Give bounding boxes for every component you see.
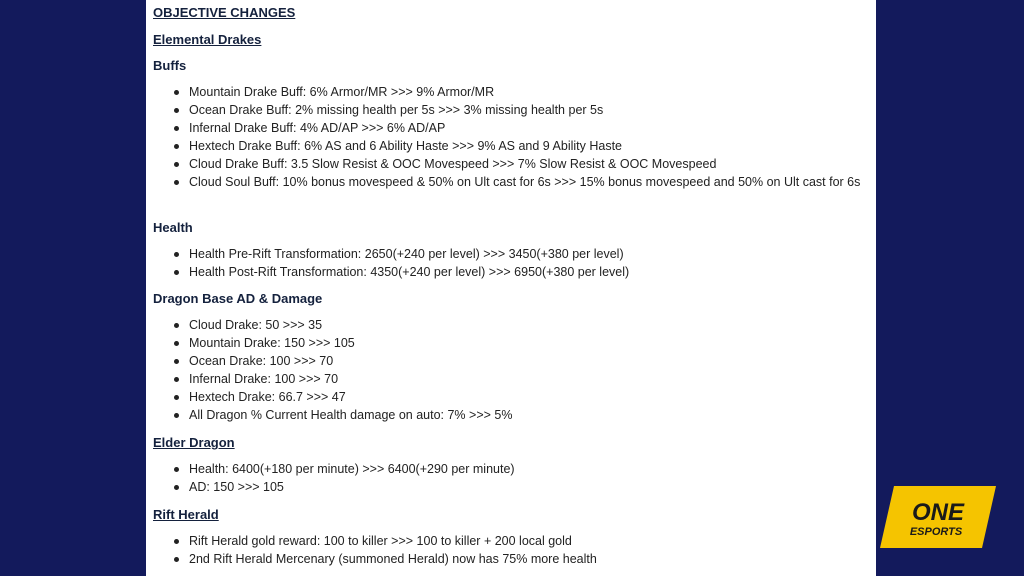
section-heading-elemental-drakes: Elemental Drakes xyxy=(153,32,262,47)
subheading-buffs: Buffs xyxy=(153,58,187,73)
list-item: Cloud Soul Buff: 10% bonus movespeed & 50% on Ult cast for 6s >>> 15% bonus movespeed and 50% on Ult cast for 6s xyxy=(146,173,860,191)
list-elemental-drake-buffs xyxy=(146,83,860,191)
one-esports-logo xyxy=(880,486,996,548)
section-heading-dragon-base-ad: Dragon Base AD & Damage xyxy=(153,291,323,306)
section-heading-health: Health xyxy=(153,220,193,235)
list-item: Health Pre-Rift Transformation: 2650(+240 per level) >>> 3450(+380 per level) xyxy=(146,245,629,263)
list-item: Hextech Drake Buff: 6% AS and 6 Ability Haste >>> 9% AS and 9 Ability Haste xyxy=(146,137,860,155)
list-item: Cloud Drake: 50 >>> 35 xyxy=(146,316,512,334)
logo-text-one: ONE xyxy=(911,499,965,526)
list-item: Mountain Drake: 150 >>> 105 xyxy=(146,334,512,352)
list-rift-herald xyxy=(146,532,597,568)
list-item: All Dragon % Current Health damage on auto: 7% >>> 5% xyxy=(146,406,512,424)
list-item: Rift Herald gold reward: 100 to killer >>> 100 to killer + 200 local gold xyxy=(146,532,597,550)
list-item: Health: 6400(+180 per minute) >>> 6400(+290 per minute) xyxy=(146,460,515,478)
list-item: Health Post-Rift Transformation: 4350(+240 per level) >>> 6950(+380 per level) xyxy=(146,263,629,281)
list-item: Hextech Drake: 66.7 >>> 47 xyxy=(146,388,512,406)
list-item: Ocean Drake: 100 >>> 70 xyxy=(146,352,512,370)
article-document xyxy=(146,0,876,576)
list-dragon-base-ad xyxy=(146,316,512,424)
section-heading-elder-dragon: Elder Dragon xyxy=(153,435,235,450)
list-item: Infernal Drake Buff: 4% AD/AP >>> 6% AD/AP xyxy=(146,119,860,137)
section-heading-rift-herald: Rift Herald xyxy=(153,507,219,522)
list-item: AD: 150 >>> 105 xyxy=(146,478,515,496)
logo-text-esports: ESPORTS xyxy=(909,526,963,538)
list-item: Ocean Drake Buff: 2% missing health per 5s >>> 3% missing health per 5s xyxy=(146,101,860,119)
list-item: Cloud Drake Buff: 3.5 Slow Resist & OOC Movespeed >>> 7% Slow Resist & OOC Movespeed xyxy=(146,155,860,173)
list-elder-dragon xyxy=(146,460,515,496)
list-item: Infernal Drake: 100 >>> 70 xyxy=(146,370,512,388)
list-item: 2nd Rift Herald Mercenary (summoned Herald) now has 75% more health xyxy=(146,550,597,568)
document-title: OBJECTIVE CHANGES xyxy=(153,5,296,20)
list-health xyxy=(146,245,629,281)
list-item: Mountain Drake Buff: 6% Armor/MR >>> 9% Armor/MR xyxy=(146,83,860,101)
